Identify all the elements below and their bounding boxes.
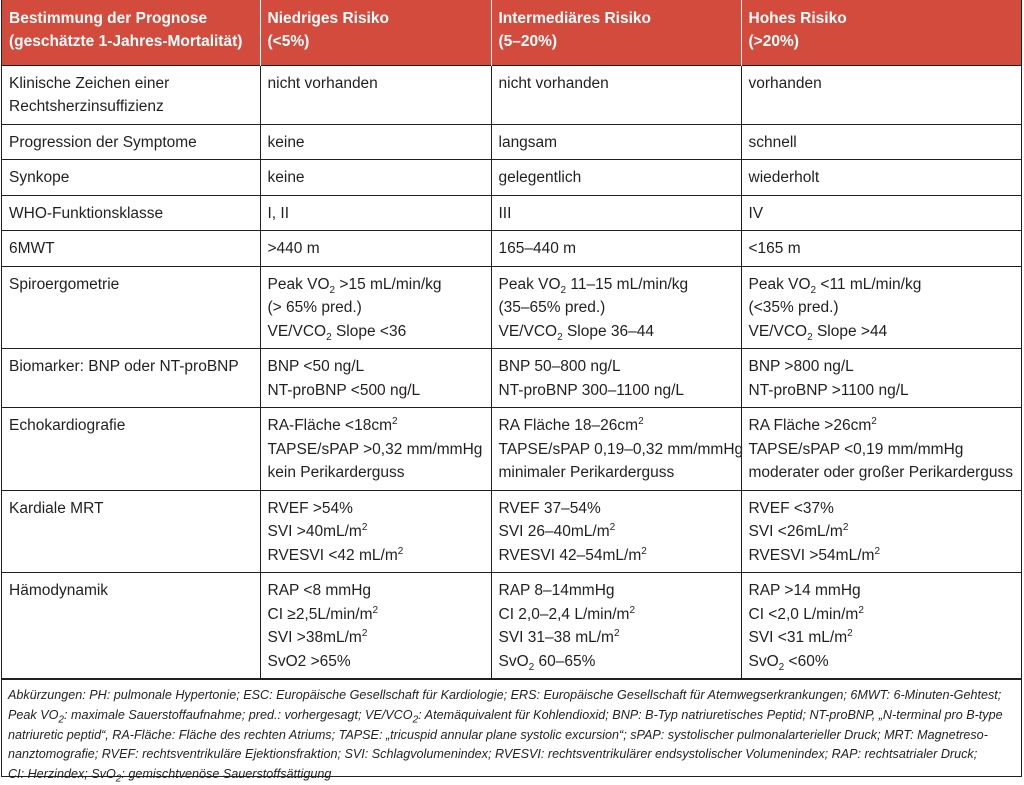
text-segment: I, II <box>267 204 290 222</box>
superscript: 2 <box>858 604 864 616</box>
table-row <box>2 408 1021 491</box>
cell-line <box>9 131 253 155</box>
cell-line <box>749 166 1015 190</box>
subscript: 2 <box>560 284 567 296</box>
text-segment: Echokardiografie <box>9 417 126 434</box>
low-risk-cell <box>260 124 491 160</box>
subscript: 2 <box>807 331 813 343</box>
text-segment: Progression der Symptome <box>9 133 197 151</box>
text-segment: keine <box>267 169 305 186</box>
subscript: 2 <box>557 331 563 343</box>
text-segment: SVI >40mL/m <box>267 523 362 540</box>
low-risk-cell <box>260 408 491 491</box>
text-segment: SVI >38mL/m <box>267 629 362 646</box>
text-segment: RAP >14 mmHg <box>748 582 861 599</box>
subscript: 2 <box>810 284 817 296</box>
criterion-cell <box>2 490 260 573</box>
criterion-cell <box>2 349 260 408</box>
superscript: 2 <box>847 627 853 639</box>
cell-line <box>499 237 734 261</box>
cell-line <box>499 497 734 521</box>
text-segment: VE/VCO <box>498 322 558 340</box>
header-line: Hohes Risiko <box>748 10 847 27</box>
subscript: 2 <box>115 773 122 785</box>
text-segment: langsam <box>498 133 558 151</box>
cell-line <box>749 626 1015 650</box>
cell-line <box>268 131 484 155</box>
footnote-line <box>8 726 1015 746</box>
low-risk-cell <box>260 573 491 679</box>
text-segment: RVEF <37% <box>748 499 834 517</box>
footnote-line <box>8 706 1015 726</box>
text-segment: wiederholt <box>748 169 820 186</box>
cell-line <box>749 237 1015 261</box>
table-row <box>2 231 1021 267</box>
low-risk-cell <box>260 490 491 573</box>
cell-line <box>499 603 734 627</box>
subscript: 2 <box>778 661 785 673</box>
text-segment: 6MWT <box>9 240 55 257</box>
text-segment: CI: Herzindex; SvO <box>8 767 116 782</box>
low-risk-cell <box>260 349 491 408</box>
cell-line <box>499 320 734 344</box>
high-risk-cell <box>741 266 1021 349</box>
cell-line <box>749 520 1015 544</box>
superscript: 2 <box>391 415 398 427</box>
subscript: 2 <box>58 714 64 726</box>
superscript: 2 <box>871 415 877 427</box>
intermediate-risk-cell <box>491 573 741 679</box>
text-segment: Peak VO <box>8 707 59 722</box>
text-segment: >15 mL/min/kg <box>335 275 442 293</box>
text-segment: Abkürzungen: PH: pulmonale Hypertonie; ESC: Europäische Gesellschaft für Kardiologie; ERS: Europäische Gesellschaft für Atemwegserkrankungen; 6MWT: 6-Minuten-Gehtest; <box>8 688 1002 702</box>
cell-line <box>499 355 734 379</box>
text-segment: VE/VCO <box>748 322 808 340</box>
cell-line <box>9 166 253 190</box>
header-line: (geschätzte 1-Jahres-Mortalität) <box>9 33 243 50</box>
cell-line <box>268 72 484 96</box>
text-segment: SvO2 >65% <box>267 652 351 670</box>
cell-line <box>9 497 253 521</box>
cell-line <box>749 273 1015 297</box>
subscript: 2 <box>326 331 332 343</box>
text-segment: BNP 50–800 ng/L <box>498 358 621 375</box>
text-segment: III <box>498 204 512 222</box>
text-segment: natriuretic peptid“, RA-Fläche: Fläche des rechten Atriums; TAPSE: „tricuspid annular plane systolic excursion“; sPAP: systolischer pulmonalarterieller Druck; MRT: Magnetreso- <box>8 727 988 742</box>
intermediate-risk-cell <box>491 124 741 160</box>
cell-line <box>749 461 1015 485</box>
text-segment: Peak VO <box>498 275 561 293</box>
text-segment: WHO-Funktionsklasse <box>9 204 164 222</box>
intermediate-risk-cell <box>491 408 744 491</box>
cell-line <box>749 650 1015 674</box>
superscript: 2 <box>874 545 880 557</box>
header-intermediate-risk <box>491 0 741 65</box>
cell-line <box>268 603 484 627</box>
risk-table-container <box>1 0 1022 785</box>
cell-line <box>268 355 484 379</box>
cell-line <box>749 579 1015 603</box>
text-segment: (> 65% pred.) <box>267 299 362 316</box>
table-row <box>2 573 1021 679</box>
intermediate-risk-cell <box>491 490 741 573</box>
cell-line <box>749 544 1015 568</box>
text-segment: (35–65% pred.) <box>498 299 606 316</box>
text-segment: Slope >44 <box>812 322 888 340</box>
text-segment: Klinische Zeichen einer <box>9 74 170 92</box>
text-segment: <165 m <box>748 240 801 257</box>
cell-line <box>499 650 734 674</box>
criterion-cell <box>2 195 260 231</box>
text-segment: SVI <31 mL/m <box>748 629 848 646</box>
cell-line <box>749 296 1015 320</box>
text-segment: NT-proBNP 300–1100 ng/L <box>498 381 685 399</box>
superscript: 2 <box>361 521 368 533</box>
header-line: (<5%) <box>267 33 310 50</box>
text-segment: Synkope <box>9 169 70 186</box>
text-segment: : Atemäquivalent für Kohlendioxid; BNP: B-Typ natriuretisches Peptid; NT-proBNP, „N-terminal pro B-type <box>418 707 1003 722</box>
text-segment: vorhanden <box>748 74 822 92</box>
cell-line <box>498 438 744 462</box>
text-segment: RVESVI 42–54mL/m <box>498 546 642 564</box>
text-segment: VE/VCO <box>267 322 327 340</box>
text-segment: schnell <box>748 133 797 151</box>
cell-line <box>749 320 1015 344</box>
cell-line <box>268 626 484 650</box>
cell-line <box>9 355 253 379</box>
superscript: 2 <box>609 521 616 533</box>
cell-line <box>268 202 484 226</box>
low-risk-cell <box>260 231 491 267</box>
cell-line <box>268 379 484 403</box>
text-segment: CI ≥2,5L/min/m <box>267 605 373 623</box>
cell-line <box>9 202 253 226</box>
text-segment: IV <box>748 204 764 222</box>
table-row <box>2 65 1021 124</box>
text-segment: TAPSE/sPAP <0,19 mm/mmHg <box>748 440 964 458</box>
cell-line <box>499 273 734 297</box>
cell-line <box>499 626 734 650</box>
text-segment: RVESVI <42 mL/m <box>267 546 398 564</box>
cell-line <box>268 237 484 261</box>
intermediate-risk-cell <box>491 266 741 349</box>
intermediate-risk-cell <box>491 65 741 124</box>
text-segment: 11–15 mL/min/kg <box>566 275 689 293</box>
cell-line <box>499 72 734 96</box>
cell-line <box>499 131 734 155</box>
intermediate-risk-cell <box>491 349 741 408</box>
text-segment: SVI 31–38 mL/m <box>498 629 614 646</box>
text-segment: nicht vorhanden <box>267 74 378 92</box>
criterion-cell <box>2 573 260 679</box>
text-segment: kein Perikarderguss <box>267 464 405 481</box>
text-segment: NT-proBNP >1100 ng/L <box>748 381 909 399</box>
cell-line <box>499 379 734 403</box>
intermediate-risk-cell <box>491 195 741 231</box>
table-row <box>2 160 1021 196</box>
table-row <box>2 266 1021 349</box>
high-risk-cell <box>741 349 1021 408</box>
subscript: 2 <box>329 284 336 296</box>
superscript: 2 <box>629 604 636 616</box>
cell-line <box>9 72 253 96</box>
text-segment: SVI <26mL/m <box>748 523 843 540</box>
table-row <box>2 349 1021 408</box>
high-risk-cell <box>741 195 1021 231</box>
text-segment: Spiroergometrie <box>9 275 120 293</box>
cell-line <box>268 320 484 344</box>
subscript: 2 <box>412 714 419 726</box>
table-row <box>2 195 1021 231</box>
superscript: 2 <box>613 627 620 639</box>
cell-line <box>749 438 1015 462</box>
criterion-cell <box>2 408 260 491</box>
cell-line <box>268 414 484 438</box>
text-segment: Kardiale MRT <box>9 499 104 517</box>
text-segment: RA Fläche 18–26cm <box>498 417 639 434</box>
risk-stratification-table <box>2 0 1021 679</box>
low-risk-cell <box>260 160 491 196</box>
text-segment: TAPSE/sPAP >0,32 mm/mmHg <box>267 440 483 458</box>
table-row <box>2 124 1021 160</box>
text-segment: <60% <box>784 652 829 670</box>
text-segment: Rechtsherzinsuffizienz <box>9 98 164 115</box>
text-segment: >440 m <box>267 240 320 257</box>
cell-line <box>268 296 484 320</box>
text-segment: gelegentlich <box>498 169 582 186</box>
criterion-cell <box>2 231 260 267</box>
cell-line <box>268 273 484 297</box>
criterion-cell <box>2 266 260 349</box>
text-segment: Hämodynamik <box>9 582 109 599</box>
text-segment: : maximale Sauerstoffaufnahme; pred.: vorhergesagt; VE/VCO <box>63 707 413 722</box>
text-segment: Slope 36–44 <box>562 322 654 340</box>
text-segment: BNP >800 ng/L <box>748 358 854 375</box>
cell-line <box>9 237 253 261</box>
intermediate-risk-cell <box>491 231 741 267</box>
header-row <box>2 0 1021 65</box>
cell-line <box>268 520 484 544</box>
text-segment: <11 mL/min/kg <box>816 275 922 293</box>
low-risk-cell <box>260 195 491 231</box>
high-risk-cell <box>741 65 1021 124</box>
text-segment: Biomarker: BNP oder NT-proBNP <box>9 358 239 375</box>
text-segment: moderater oder großer Perikarderguss <box>748 464 1013 481</box>
text-segment: RVESVI >54mL/m <box>748 546 875 564</box>
text-segment: TAPSE/sPAP 0,19–0,32 mm/mmHg <box>498 440 744 458</box>
text-segment: Peak VO <box>748 275 811 293</box>
cell-line <box>268 461 484 485</box>
header-low-risk <box>260 0 491 65</box>
text-segment: nanztomografie; RVEF: rechtsventrikuläre Ejektionsfraktion; SVI: Schlagvolumenindex; RVESVI: rechtsventrikulärer endsystolischer Volumenindex; RAP: rechtsatrialer Druck; <box>8 747 978 762</box>
cell-line <box>749 497 1015 521</box>
high-risk-cell <box>741 231 1021 267</box>
cell-line <box>9 414 253 438</box>
cell-line <box>268 497 484 521</box>
superscript: 2 <box>372 604 379 616</box>
superscript: 2 <box>397 545 404 557</box>
text-segment: CI 2,0–2,4 L/min/m <box>498 605 630 623</box>
abbreviations-footnote <box>2 679 1021 785</box>
cell-line <box>749 379 1015 403</box>
cell-line <box>749 72 1015 96</box>
cell-line <box>268 544 484 568</box>
high-risk-cell <box>741 124 1021 160</box>
cell-line <box>749 131 1015 155</box>
cell-line <box>268 579 484 603</box>
footnote-line <box>8 686 1015 706</box>
cell-line <box>9 273 253 297</box>
intermediate-risk-cell <box>491 160 741 196</box>
text-segment: BNP <50 ng/L <box>267 358 365 375</box>
text-segment: CI <2,0 L/min/m <box>748 605 859 623</box>
subscript: 2 <box>528 661 535 673</box>
superscript: 2 <box>638 415 644 427</box>
text-segment: : gemischtvenöse Sauerstoffsättigung <box>121 767 332 782</box>
low-risk-cell <box>260 65 491 124</box>
text-segment: SVI 26–40mL/m <box>498 523 610 540</box>
cell-line <box>499 166 734 190</box>
criterion-cell <box>2 124 260 160</box>
text-segment: NT-proBNP <500 ng/L <box>267 381 421 399</box>
high-risk-cell <box>741 490 1021 573</box>
cell-line <box>9 579 253 603</box>
header-line: Intermediäres Risiko <box>498 10 651 27</box>
cell-line <box>499 202 734 226</box>
header-criterion <box>2 0 260 65</box>
cell-line <box>499 544 734 568</box>
text-segment: (<35% pred.) <box>748 299 839 316</box>
cell-line <box>268 438 484 462</box>
text-segment: RVEF 37–54% <box>498 499 601 517</box>
criterion-cell <box>2 65 260 124</box>
text-segment: Slope <36 <box>331 322 407 340</box>
cell-line <box>749 202 1015 226</box>
text-segment: RAP 8–14mmHg <box>498 582 615 599</box>
text-segment: SvO <box>748 652 779 670</box>
high-risk-cell <box>741 160 1021 196</box>
text-segment: RVEF >54% <box>267 499 353 517</box>
header-high-risk <box>741 0 1021 65</box>
header-line: Bestimmung der Prognose <box>9 10 208 27</box>
text-segment: keine <box>267 133 305 151</box>
cell-line <box>749 355 1015 379</box>
header-line: Niedriges Risiko <box>267 10 389 27</box>
header-line: (5–20%) <box>498 33 558 50</box>
text-segment: RAP <8 mmHg <box>267 582 372 599</box>
high-risk-cell <box>741 573 1021 679</box>
text-segment: 60–65% <box>534 652 596 670</box>
cell-line <box>9 95 253 119</box>
cell-line <box>268 650 484 674</box>
cell-line <box>749 414 1015 438</box>
cell-line <box>749 603 1015 627</box>
superscript: 2 <box>842 521 849 533</box>
superscript: 2 <box>361 627 368 639</box>
text-segment: minimaler Perikarderguss <box>498 464 675 481</box>
footnote-line <box>8 745 1015 765</box>
superscript: 2 <box>641 545 647 557</box>
cell-line <box>499 414 734 438</box>
cell-line <box>499 579 734 603</box>
text-segment: RA Fläche >26cm <box>748 417 872 434</box>
high-risk-cell <box>741 408 1021 491</box>
text-segment: nicht vorhanden <box>498 74 609 92</box>
cell-line <box>268 166 484 190</box>
header-line: (>20%) <box>748 33 799 50</box>
cell-line <box>499 520 734 544</box>
text-segment: RA-Fläche <18cm <box>267 417 392 434</box>
criterion-cell <box>2 160 260 196</box>
cell-line <box>499 461 734 485</box>
table-row <box>2 490 1021 573</box>
text-segment: Peak VO <box>267 275 330 293</box>
cell-line <box>499 296 734 320</box>
footnote-line <box>8 765 1015 785</box>
text-segment: 165–440 m <box>498 240 577 257</box>
text-segment: SvO <box>498 652 529 670</box>
table-body <box>2 65 1021 679</box>
low-risk-cell <box>260 266 491 349</box>
